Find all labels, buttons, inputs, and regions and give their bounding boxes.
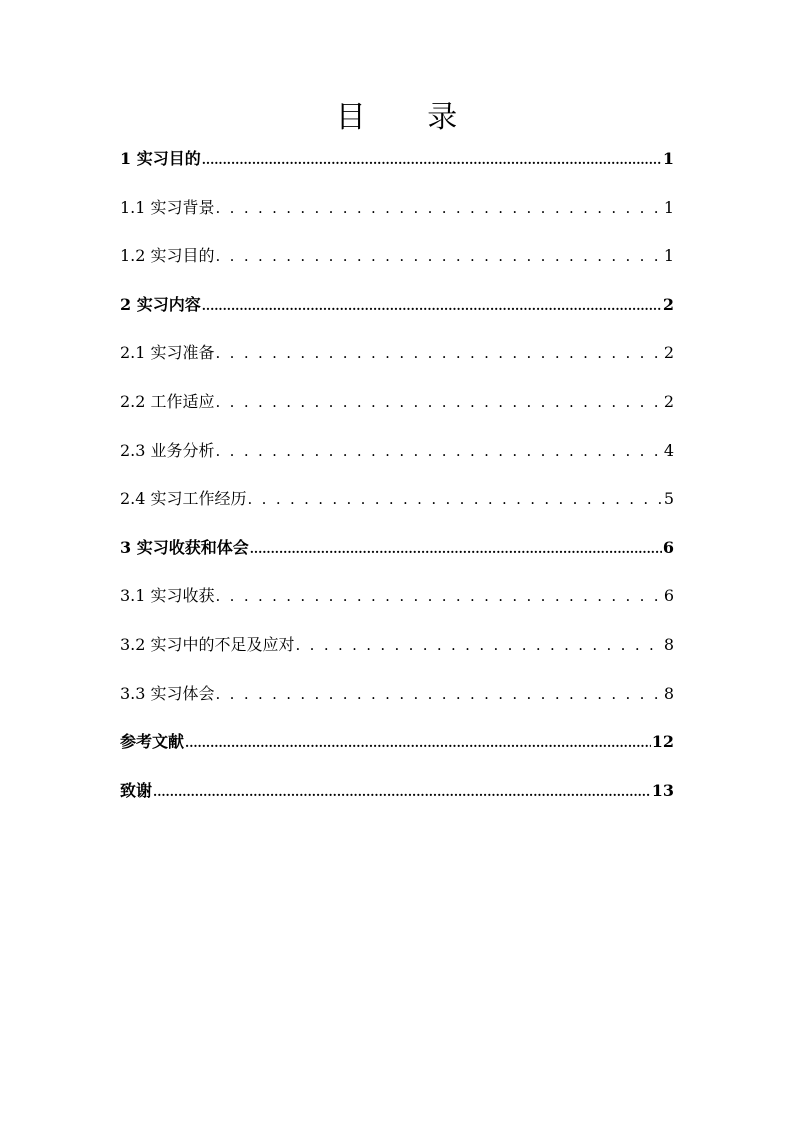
table-of-contents: [120, 145, 674, 825]
dot-leader: [216, 680, 663, 708]
toc-entry-label: 3.2 实习中的不足及应对: [120, 634, 295, 654]
toc-entry-page: 13: [651, 780, 674, 800]
dot-leader: [202, 291, 662, 320]
toc-entry-page: 5: [663, 489, 674, 509]
toc-entry[interactable]: [120, 777, 674, 826]
dot-leader: [153, 777, 651, 806]
toc-entry[interactable]: [120, 242, 674, 291]
toc-entry[interactable]: [120, 388, 674, 437]
toc-entry-page: 4: [663, 440, 674, 460]
toc-entry-page: 6: [662, 537, 674, 557]
toc-entry-label: 致谢: [120, 780, 153, 800]
dot-leader: [250, 534, 662, 563]
toc-entry[interactable]: [120, 534, 674, 583]
toc-entry[interactable]: [120, 680, 674, 729]
toc-entry-page: 2: [663, 343, 674, 363]
toc-entry-label: 2.4 实习工作经历: [120, 489, 247, 509]
dot-leader: [216, 437, 663, 465]
toc-entry-label: 2.2 工作适应: [120, 391, 215, 411]
toc-entry[interactable]: [120, 728, 674, 777]
toc-entry-label: 1.1 实习背景: [120, 197, 215, 217]
toc-entry-page: 1: [663, 197, 674, 217]
toc-title: 目 录: [335, 100, 484, 135]
toc-entry-page: 1: [663, 246, 674, 266]
toc-entry[interactable]: [120, 339, 674, 388]
dot-leader: [248, 485, 663, 513]
dot-leader: [296, 631, 663, 659]
toc-entry-label: 2.3 业务分析: [120, 440, 215, 460]
toc-entry-label: 参考文献: [120, 732, 185, 752]
toc-entry-page: 12: [651, 732, 674, 752]
toc-entry[interactable]: [120, 194, 674, 243]
toc-entry-label: 2.1 实习准备: [120, 343, 215, 363]
dot-leader: [216, 242, 663, 270]
toc-entry-label: 2 实习内容: [120, 294, 201, 314]
toc-entry-page: 2: [663, 391, 674, 411]
toc-entry-page: 2: [662, 294, 674, 314]
toc-entry[interactable]: [120, 291, 674, 340]
toc-entry-label: 1 实习目的: [120, 149, 201, 168]
toc-entry-page: 1: [662, 149, 674, 168]
toc-entry[interactable]: [120, 437, 674, 486]
toc-entry[interactable]: [120, 145, 674, 194]
toc-entry-label: 3.1 实习收获: [120, 586, 215, 606]
toc-entry-page: 8: [663, 683, 674, 703]
toc-entry-label: 3 实习收获和体会: [120, 537, 249, 557]
dot-leader: [216, 339, 663, 367]
toc-entry-page: 6: [663, 586, 674, 606]
dot-leader: [202, 145, 662, 174]
toc-entry-page: 8: [663, 634, 674, 654]
dot-leader: [216, 582, 663, 610]
dot-leader: [216, 194, 663, 222]
toc-entry[interactable]: [120, 582, 674, 631]
dot-leader: [216, 388, 663, 416]
toc-entry[interactable]: [120, 631, 674, 680]
toc-entry-label: 1.2 实习目的: [120, 246, 215, 266]
toc-entry-label: 3.3 实习体会: [120, 683, 215, 703]
toc-entry[interactable]: [120, 485, 674, 534]
dot-leader: [185, 728, 651, 757]
